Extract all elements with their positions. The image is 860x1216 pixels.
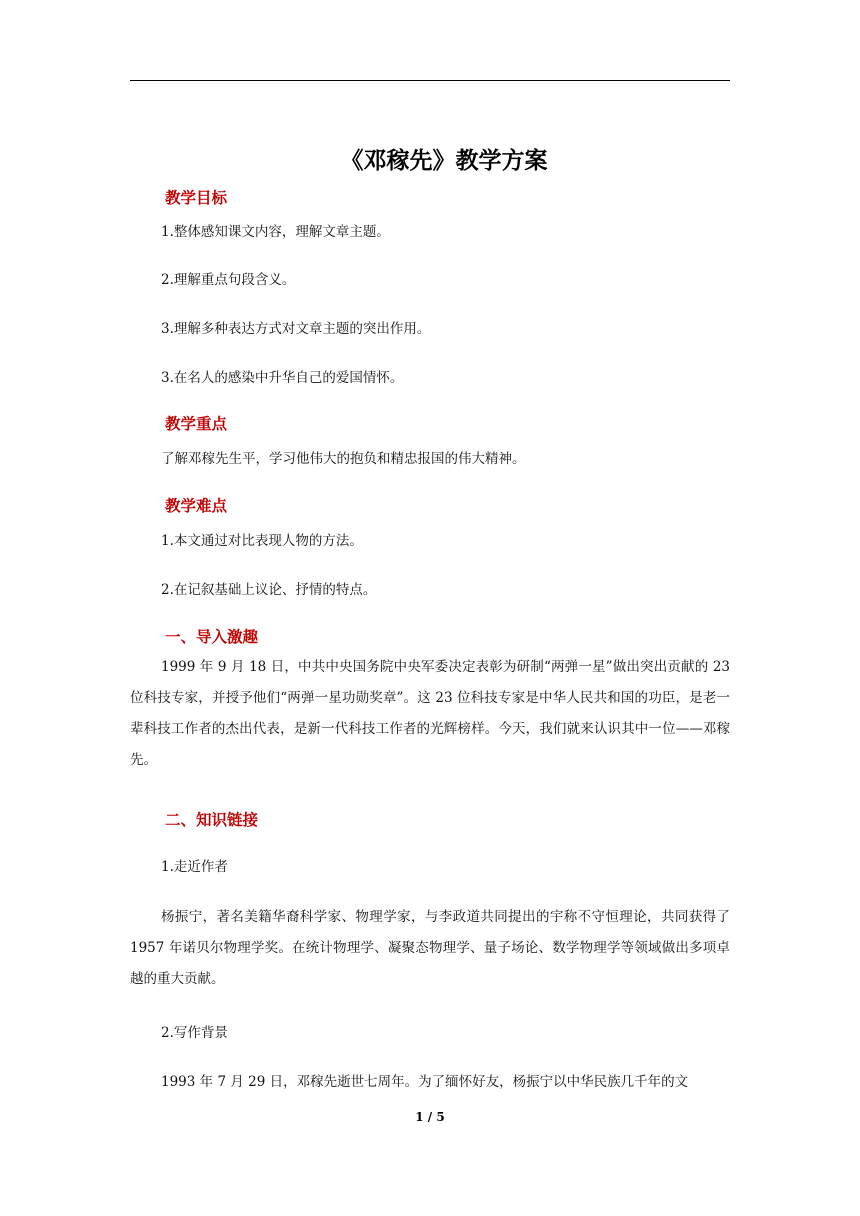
author-label: 1.走近作者 — [161, 859, 228, 875]
difficulties-heading: 教学难点 — [165, 497, 228, 515]
header-rule — [130, 80, 730, 81]
intro-paragraph: 1999 年 9 月 18 日，中共中央国务院中央军委决定表彰为研制“两弹一星”做出突出贡献的 23 位科技专家，并授予他们“两弹一星功勋奖章”。这 23 位科技专家是中华人民共和国的功臣，是老一辈科技工作者的杰出代表，是新一代科技工作者的光辉榜样。今天，我们就来认识其中一位——邓稼先。 — [130, 659, 730, 768]
knowledge-heading: 二、知识链接 — [165, 811, 259, 829]
author-paragraph: 杨振宁，著名美籍华裔科学家、物理学家，与李政道共同提出的宇称不守恒理论，共同获得了 1957 年诺贝尔物理学奖。在统计物理学、凝聚态物理学、量子场论、数学物理学等领域做出多项卓越的重大贡献。 — [130, 909, 730, 987]
background-paragraph: 1993 年 7 月 29 日，邓稼先逝世七周年。为了缅怀好友，杨振宁以中华民族几千年的文 — [161, 1074, 689, 1090]
goal-item-3: 3.理解多种表达方式对文章主题的突出作用。 — [161, 321, 431, 337]
goal-item-4: 3.在名人的感染中升华自己的爱国情怀。 — [161, 370, 404, 386]
document-title: 《邓稼先》教学方案 — [340, 148, 548, 174]
page-number: 1 / 5 — [415, 1110, 445, 1124]
key-points-text: 了解邓稼先生平，学习他伟大的抱负和精忠报国的伟大精神。 — [161, 451, 526, 467]
background-label: 2.写作背景 — [161, 1025, 228, 1041]
difficulty-item-1: 1.本文通过对比表现人物的方法。 — [161, 533, 363, 549]
intro-heading: 一、导入激趣 — [165, 628, 259, 646]
key-points-heading: 教学重点 — [165, 415, 228, 433]
goal-item-2: 2.理解重点句段含义。 — [161, 272, 296, 288]
difficulty-item-2: 2.在记叙基础上议论、抒情的特点。 — [161, 582, 377, 598]
goals-heading: 教学目标 — [165, 189, 228, 207]
goal-item-1: 1.整体感知课文内容，理解文章主题。 — [161, 224, 390, 240]
